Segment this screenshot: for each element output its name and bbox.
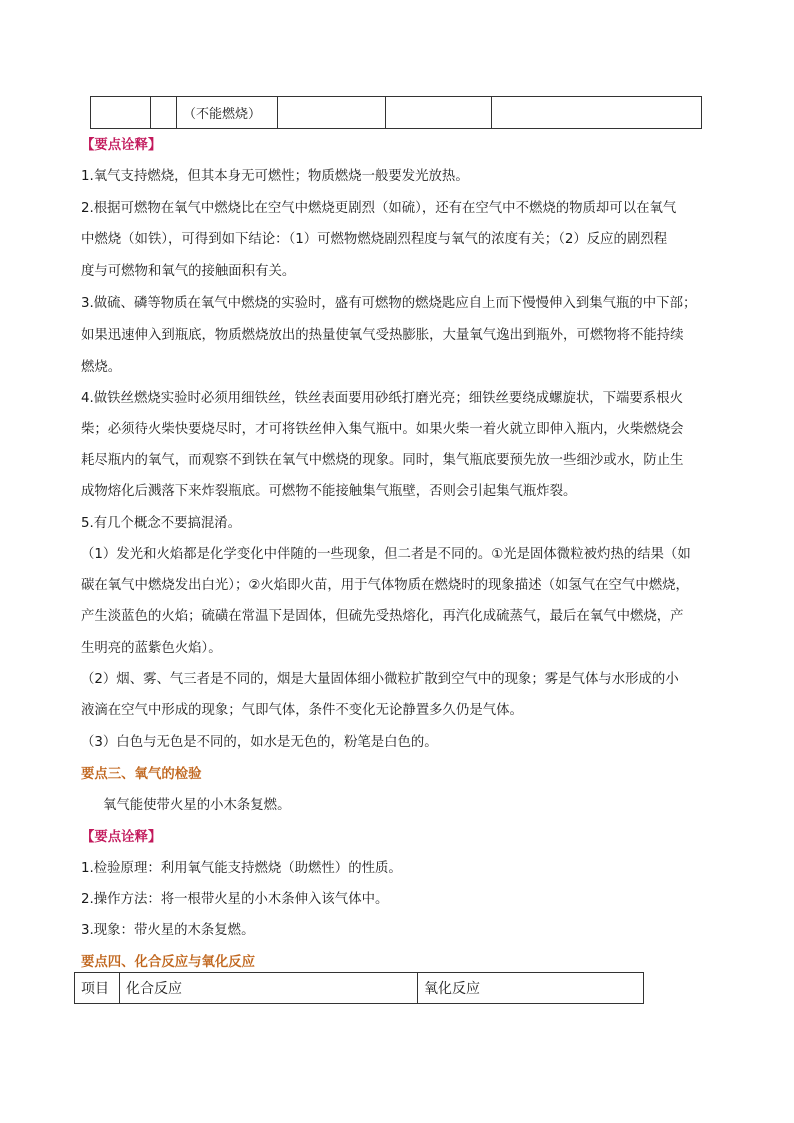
text-line: （1）发光和火焰都是化学变化中伴随的一些现象，但二者是不同的。①光是固体微粒被灼热的结果（如 bbox=[81, 547, 691, 562]
table-cell bbox=[91, 97, 151, 129]
text-line: 中燃烧（如铁），可得到如下结论：（1）可燃物燃烧剧烈程度与氧气的浓度有关；（2）反应的剧烈程 bbox=[81, 232, 668, 247]
text-line: 3.做硫、磷等物质在氧气中燃烧的实验时，盛有可燃物的燃烧匙应自上而下慢慢伸入到集气瓶的中下部； bbox=[81, 296, 697, 311]
text-line: 生明亮的蓝紫色火焰）。 bbox=[81, 641, 222, 656]
table-header-cell: 化合反应 bbox=[120, 973, 418, 1004]
text-line: 液滴在空气中形成的现象；气即气体，条件不变化无论静置多久仍是气体。 bbox=[81, 703, 523, 718]
text-line: 碳在氧气中燃烧发出白光）；②火焰即火苗，用于气体物质在燃烧时的现象描述（如氢气在空气中燃烧， bbox=[81, 578, 689, 593]
continuation-table bbox=[90, 96, 702, 129]
table-cell bbox=[386, 97, 492, 129]
text-line: 成物熔化后溅落下来炸裂瓶底。可燃物不能接触集气瓶壁，否则会引起集气瓶炸裂。 bbox=[81, 484, 577, 499]
text-line: 2.操作方法：将一根带火星的小木条伸入该气体中。 bbox=[81, 892, 389, 907]
text-line: （2）烟、雾、气三者是不同的，烟是大量固体细小微粒扩散到空气中的现象；雾是气体与水形成的小 bbox=[81, 672, 679, 687]
text-line: 1.检验原理：利用氧气能支持燃烧（助燃性）的性质。 bbox=[81, 861, 402, 876]
table-header-row bbox=[75, 973, 644, 1004]
comparison-table bbox=[74, 972, 644, 1004]
text-line: 柴；必须待火柴快要烧尽时，才可将铁丝伸入集气瓶中。如果火柴一着火就立即伸入瓶内，火柴燃烧会 bbox=[81, 422, 684, 437]
table-header-cell: 项目 bbox=[75, 973, 120, 1004]
table-header-cell: 氧化反应 bbox=[418, 973, 644, 1004]
section-heading: 要点四、化合反应与氧化反应 bbox=[81, 955, 256, 970]
text-line: 3.现象：带火星的木条复燃。 bbox=[81, 923, 255, 938]
table-cell bbox=[151, 97, 177, 129]
table-cell: （不能燃烧） bbox=[177, 97, 278, 129]
text-line: 1.氧气支持燃烧，但其本身无可燃性；物质燃烧一般要发光放热。 bbox=[81, 169, 469, 184]
text-line: （3）白色与无色是不同的，如水是无色的，粉笔是白色的。 bbox=[81, 735, 438, 750]
table-cell bbox=[492, 97, 702, 129]
key-points-label: 【要点诠释】 bbox=[81, 830, 162, 845]
table-cell bbox=[278, 97, 386, 129]
text-line: 2.根据可燃物在氧气中燃烧比在空气中燃烧更剧烈（如硫），还有在空气中不燃烧的物质却可以在氧气 bbox=[81, 201, 677, 216]
table-row bbox=[91, 97, 702, 129]
text-line: 氧气能使带火星的小木条复燃。 bbox=[103, 798, 291, 813]
text-line: 5.有几个概念不要搞混淆。 bbox=[81, 516, 242, 531]
text-line: 产生淡蓝色的火焰；硫磺在常温下是固体，但硫先受热熔化，再汽化成硫蒸气，最后在氧气中燃烧，产 bbox=[81, 609, 684, 624]
text-line: 如果迅速伸入到瓶底，物质燃烧放出的热量使氧气受热膨胀，大量氧气逸出到瓶外，可燃物将不能持续 bbox=[81, 328, 684, 343]
text-line: 耗尽瓶内的氧气，而观察不到铁在氧气中燃烧的现象。同时，集气瓶底要预先放一些细沙或水，防止生 bbox=[81, 453, 684, 468]
key-points-label: 【要点诠释】 bbox=[81, 138, 162, 153]
section-heading: 要点三、氧气的检验 bbox=[81, 767, 202, 782]
text-line: 度与可燃物和氧气的接触面积有关。 bbox=[81, 264, 296, 279]
text-line: 4.做铁丝燃烧实验时必须用细铁丝，铁丝表面要用砂纸打磨光亮；细铁丝要绕成螺旋状，下端要系根火 bbox=[81, 391, 683, 406]
text-line: 燃烧。 bbox=[81, 360, 122, 375]
